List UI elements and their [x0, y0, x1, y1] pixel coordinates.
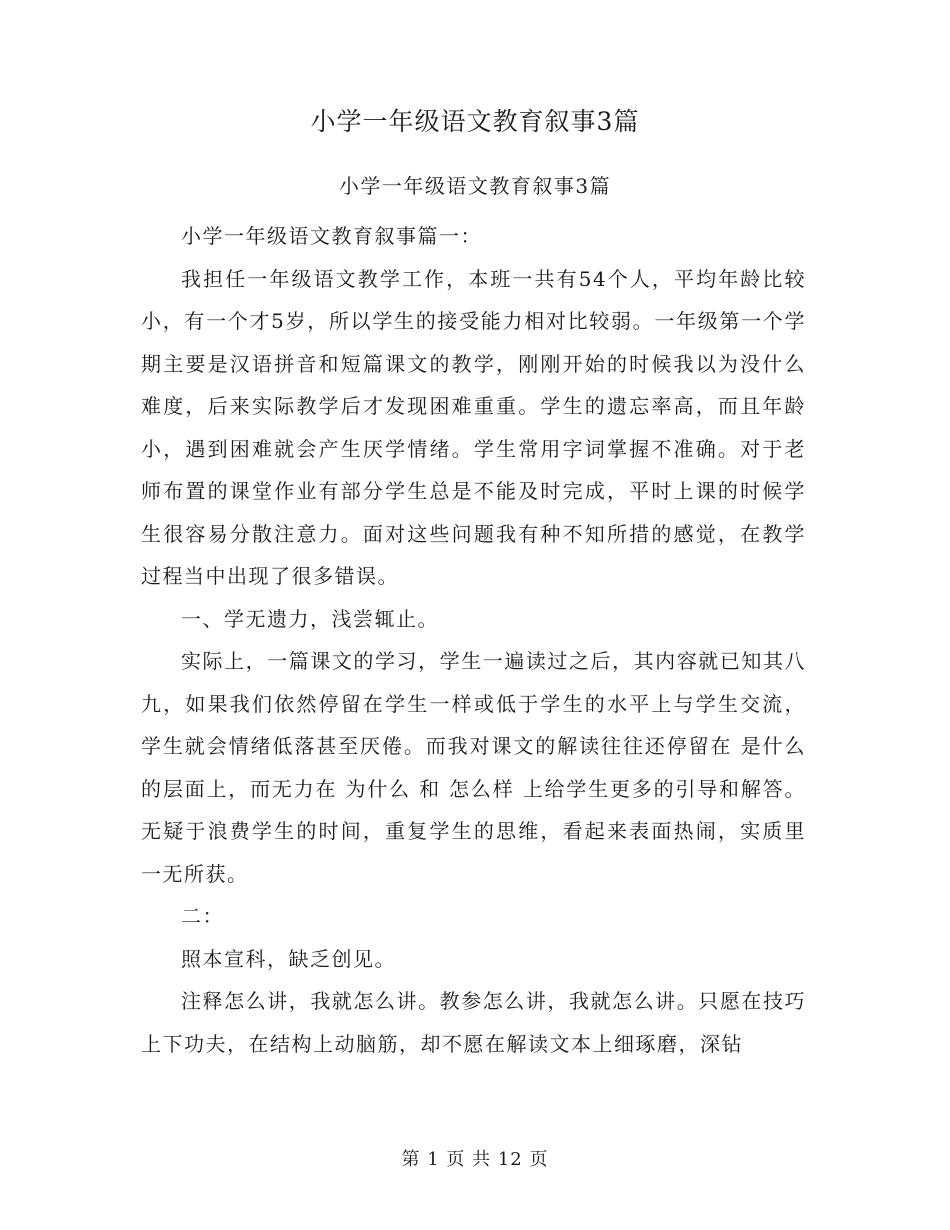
paragraph-point-2-body: 注释怎么讲，我就怎么讲。教参怎么讲，我就怎么讲。只愿在技巧上下功夫，在结构上动脑筋，却不愿在解读文本上细琢磨，深钻 — [141, 989, 806, 1056]
paragraph-point-1-body: 实际上，一篇课文的学习，学生一遍读过之后，其内容就已知其八九，如果我们依然停留在学生一样或低于学生的水平上与学生交流，学生就会情绪低落甚至厌倦。而我对课文的解读往往还停留在 是什么 的层面上，而无力在 为什么 和 怎么样 上给学生更多的引导和解答。无疑于浪费学生的时间，重复学生的思维，看起来表面热闹，实质里一无所获。 — [141, 649, 806, 886]
document-subtitle: 小学一年级语文教育叙事3篇 — [338, 174, 612, 198]
paragraph-point-1-heading: 一、学无遗力，浅尝辄止。 — [181, 606, 439, 631]
document-title: 小学一年级语文教育叙事3篇 — [310, 107, 640, 136]
page-footer: 第 1 页 共 12 页 — [401, 1149, 549, 1170]
paragraph-point-2-label: 二： — [181, 904, 224, 928]
paragraph-intro: 我担任一年级语文教学工作，本班一共有54个人，平均年龄比较小，有一个才5岁，所以学生的接受能力相对比较弱。一年级第一个学期主要是汉语拼音和短篇课文的教学，刚刚开始的时候我以为没什么难度，后来实际教学后才发现困难重重。学生的遗忘率高，而且年龄小，遇到困难就会产生厌学情绪。学生常用字词掌握不准确。对于老师布置的课堂作业有部分学生总是不能及时完成，平时上课的时候学生很容易分散注意力。面对这些问题我有种不知所措的感觉，在教学过程当中出现了很多错误。 — [141, 266, 806, 588]
paragraph-section-heading-1: 小学一年级语文教育叙事篇一： — [181, 224, 482, 248]
document-body — [141, 215, 806, 1065]
paragraph-point-2-heading: 照本宣科，缺乏创见。 — [181, 946, 396, 971]
